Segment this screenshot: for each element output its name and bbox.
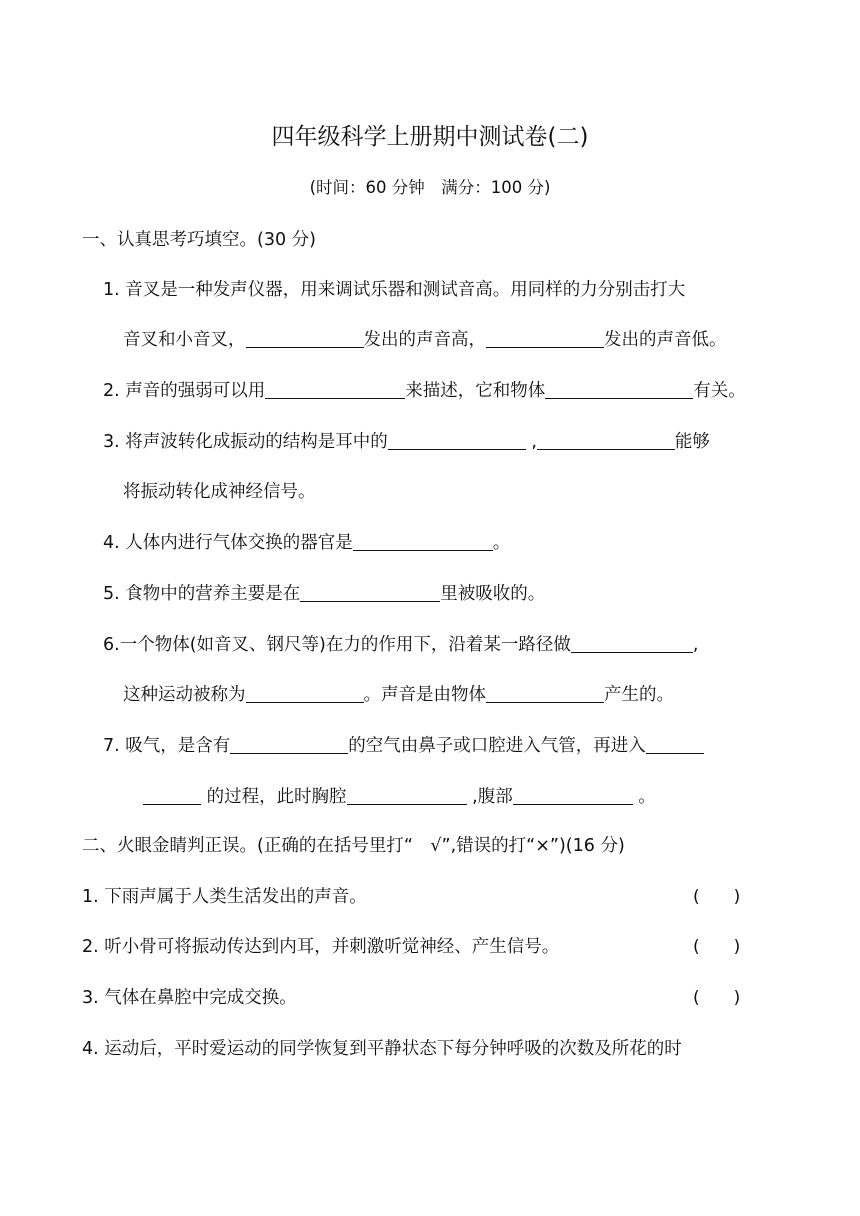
answer-blank[interactable]: [537, 431, 675, 450]
question-1-line-1: 1. 音叉是一种发声仪器，用来调试乐器和测试音高。用同样的力分别击打大: [103, 280, 686, 300]
page-title: 四年级科学上册期中测试卷(二): [271, 124, 589, 150]
question-4: 4. 人体内进行气体交换的器官是 。: [103, 533, 511, 553]
question-6-line-1: 6.一个物体(如音叉、钢尺等)在力的作用下，沿着某一路径做 ,: [103, 635, 699, 655]
question-1-line-2: 音叉和小音叉， 发出的声音高， 发出的声音低。: [123, 330, 727, 350]
question-2: 2. 声音的强弱可以用 来描述，它和物体 有关。: [103, 381, 746, 401]
question-3-line-2: 将振动转化成神经信号。: [123, 482, 316, 502]
question-6-line-2: 这种运动被称为 。声音是由物体 产生的。: [123, 685, 674, 705]
answer-blank[interactable]: [347, 786, 467, 805]
answer-parentheses[interactable]: ( ): [693, 887, 741, 907]
answer-blank[interactable]: [265, 380, 405, 399]
answer-blank[interactable]: [353, 532, 493, 551]
exam-time-and-score: (时间：60 分钟 满分：100 分): [309, 178, 551, 197]
answer-blank[interactable]: [545, 380, 693, 399]
answer-blank[interactable]: [646, 735, 704, 754]
answer-blank[interactable]: [388, 431, 526, 450]
judge-item-3: 3. 气体在鼻腔中完成交换。: [82, 988, 297, 1008]
answer-blank[interactable]: [143, 786, 201, 805]
judge-item-1: 1. 下雨声属于人类生活发出的声音。: [82, 887, 367, 907]
answer-parentheses[interactable]: ( ): [693, 937, 741, 957]
answer-blank[interactable]: [486, 684, 604, 703]
judge-item-4: 4. 运动后，平时爱运动的同学恢复到平静状态下每分钟呼吸的次数及所花的时: [82, 1039, 682, 1059]
judge-item-2: 2. 听小骨可将振动传达到内耳，并刺激听觉神经、产生信号。: [82, 937, 560, 957]
answer-blank[interactable]: [486, 329, 604, 348]
answer-blank[interactable]: [230, 735, 348, 754]
section2-heading: 二、火眼金睛判正误。(正确的在括号里打“ √”,错误的打“×”)(16 分): [82, 836, 625, 856]
answer-blank[interactable]: [513, 786, 633, 805]
question-7-line-1: 7. 吸气，是含有 的空气由鼻子或口腔进入气管，再进入: [103, 734, 704, 758]
answer-blank[interactable]: [246, 329, 364, 348]
answer-blank[interactable]: [300, 583, 440, 602]
answer-blank[interactable]: [246, 684, 364, 703]
question-7-line-2: 的过程，此时胸腔 ,腹部 。: [143, 785, 656, 809]
section1-heading: 一、认真思考巧填空。(30 分): [82, 230, 316, 250]
question-5: 5. 食物中的营养主要是在 里被吸收的。: [103, 584, 546, 604]
question-3-line-1: 3. 将声波转化成振动的结构是耳中的 , 能够: [103, 432, 710, 452]
answer-blank[interactable]: [571, 634, 693, 653]
answer-parentheses[interactable]: ( ): [693, 988, 741, 1008]
